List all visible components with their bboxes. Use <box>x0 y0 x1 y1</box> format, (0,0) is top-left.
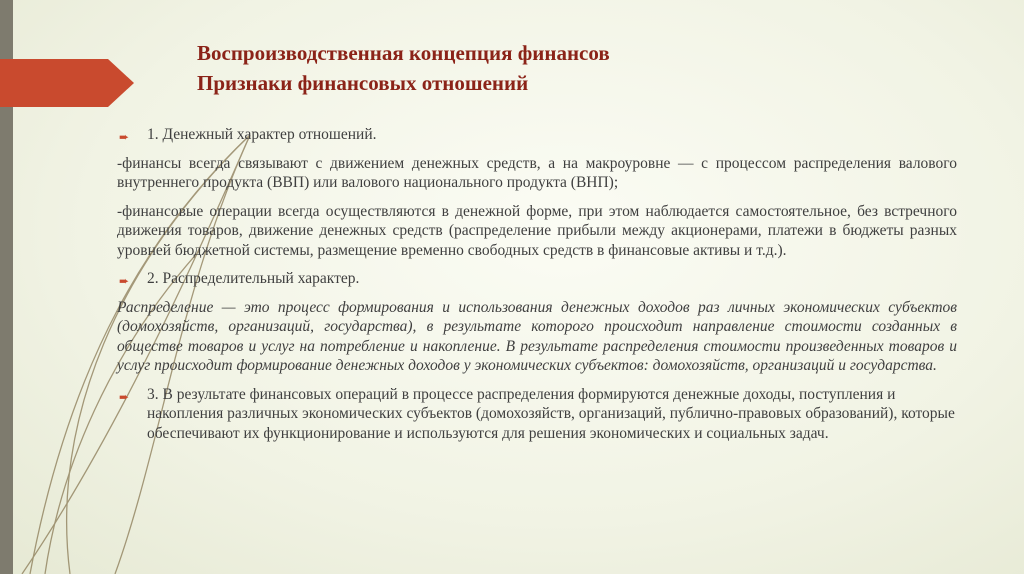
arrow-bullet-icon: ➨ <box>119 389 130 404</box>
bullet-1-text: 1. Денежный характер отношений. <box>147 126 377 143</box>
slide-title <box>197 38 957 98</box>
title-line-1: Воспроизводственная концепция финансов <box>197 41 610 65</box>
bullet-item-1 <box>117 125 957 145</box>
paragraph-1: -финансы всегда связывают с движением денежных средств, а на макроуровне — с процессом распределения валового внутреннего продукта (ВВП) или валового национального продукта (ВНП); <box>117 154 957 191</box>
arrow-bullet-icon: ➨ <box>119 274 130 288</box>
bullet-3-text: 3. В результате финансовых операций в процессе распределения формируются денежные доходы, поступления и накопления различных экономических субъектов (домохозяйств, организаций, публично-правовых образований), которые обеспечивают их функционирование и используются для решения экономических и социальных задач. <box>147 385 955 442</box>
bullet-2-text: 2. Распределительный характер. <box>147 270 360 287</box>
arrow-bullet-icon: ➨ <box>119 130 130 144</box>
bullet-item-3 <box>117 385 957 444</box>
paragraph-definition: Распределение — это процесс формирования и использования денежных доходов раз личных экономических субъектов (домохозяйств, организаций, государства), в результате которого происходит направление стоимости созданных в обществе товаров и услуг на потребление и накопление. В результате распределения стоимости произведенных товаров и услуг происходит формирование денежных доходов у экономических субъектов: домохозяйств, организаций и государства. <box>117 298 957 374</box>
paragraph-2: -финансовые операции всегда осуществляются в денежной форме, при этом наблюдается самостоятельное, без встречного движения товаров, движение денежных средств (распределение прибыли между акционерами, платежи в бюджеты разных уровней бюджетной системы, размещение временно свободных средств в финансовые активы и т.д.). <box>117 202 957 259</box>
title-accent-banner <box>0 59 134 107</box>
title-line-2: Признаки финансовых отношений <box>197 71 529 95</box>
slide-body <box>117 125 957 443</box>
bullet-item-2 <box>117 269 957 289</box>
